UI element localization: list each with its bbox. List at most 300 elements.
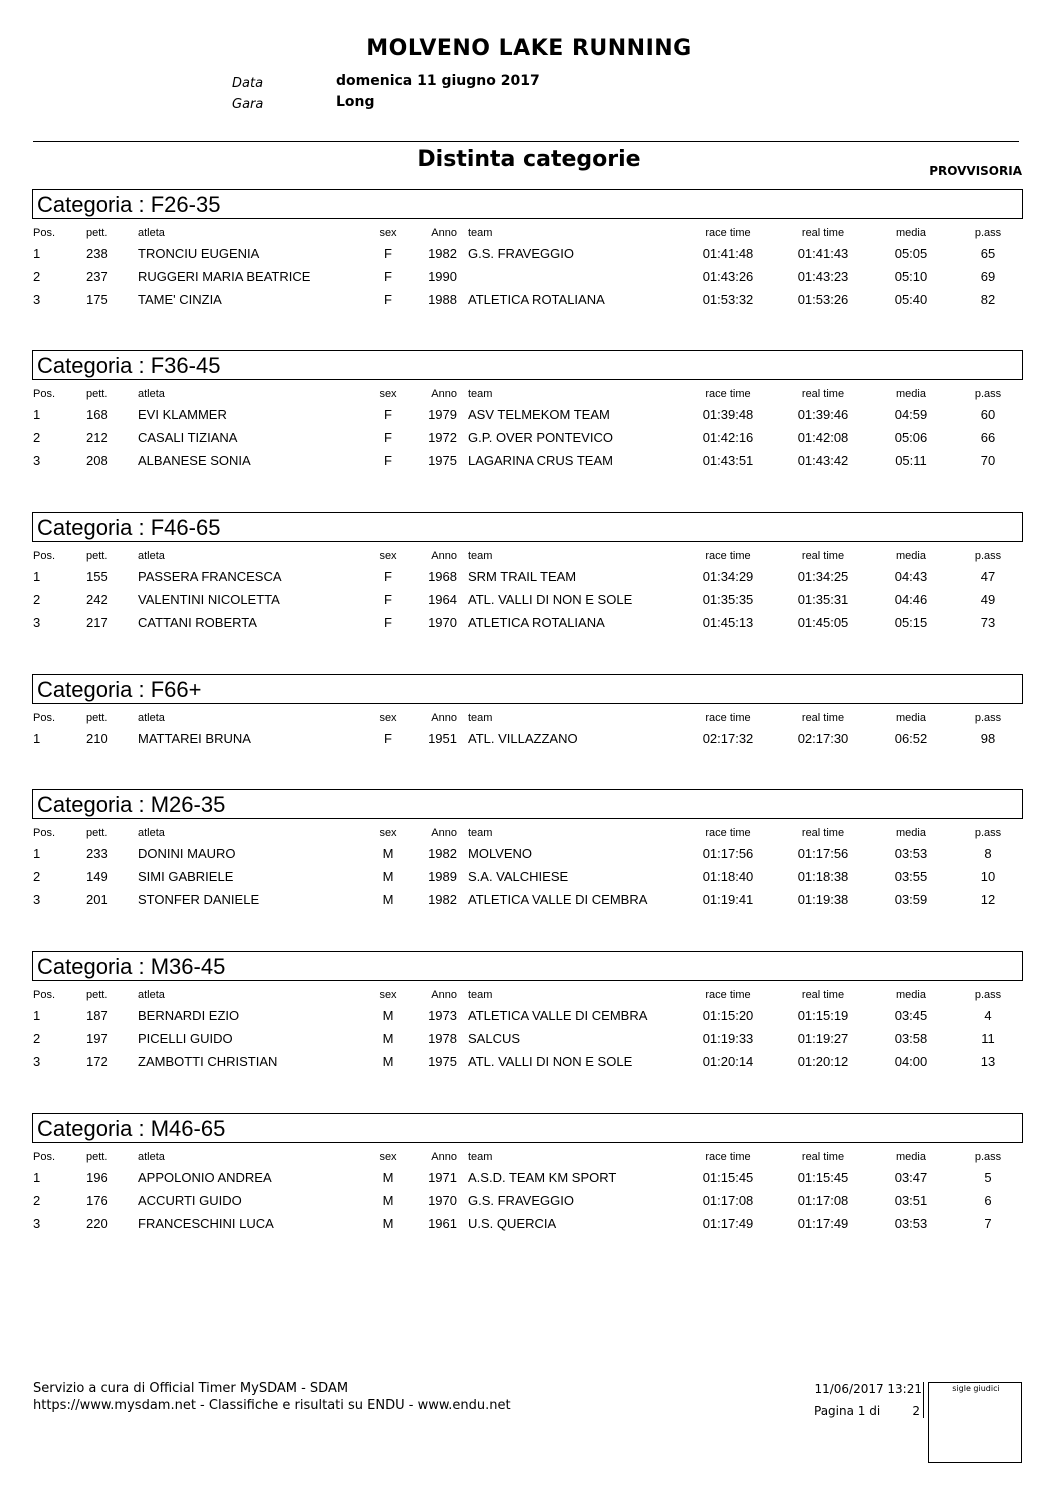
cell-sex: M <box>382 892 394 907</box>
cell-team: ATL. VILLAZZANO <box>468 731 578 746</box>
cell-atleta: ACCURTI GUIDO <box>138 1193 242 1208</box>
column-header-team: team <box>468 712 493 724</box>
cell-sex: F <box>384 615 392 630</box>
cell-pett: 187 <box>86 1008 108 1023</box>
cell-media: 05:15 <box>894 615 928 630</box>
column-header-atleta: atleta <box>138 388 165 400</box>
cell-media: 05:05 <box>894 246 928 261</box>
cell-media: 05:10 <box>894 269 928 284</box>
cell-atleta: ALBANESE SONIA <box>138 453 251 468</box>
column-header-race-time: race time <box>705 388 751 400</box>
cell-atleta: PICELLI GUIDO <box>138 1031 233 1046</box>
table-row <box>0 269 1058 289</box>
column-header-pass: p.ass <box>974 1151 1002 1163</box>
cell-pett: 220 <box>86 1216 108 1231</box>
cell-media: 04:46 <box>894 592 928 607</box>
cell-anno: 1971 <box>428 1170 457 1185</box>
column-header-pos: Pos. <box>33 1151 56 1163</box>
cell-race: 01:53:32 <box>702 292 754 307</box>
column-header-sex: sex <box>379 827 397 839</box>
footer-page-label: Pagina 1 di <box>814 1404 881 1418</box>
cell-atleta: FRANCESCHINI LUCA <box>138 1216 274 1231</box>
cell-anno: 1978 <box>428 1031 457 1046</box>
category-header <box>32 512 1023 542</box>
column-header-anno: Anno <box>431 388 457 400</box>
column-header-anno: Anno <box>431 1151 457 1163</box>
category-title: Categoria : F26-35 <box>37 192 221 217</box>
table-row <box>0 569 1058 589</box>
cell-team: MOLVENO <box>468 846 533 861</box>
signature-divider <box>923 1382 924 1418</box>
cell-pass: 69 <box>980 269 996 284</box>
cell-sex: M <box>382 1193 394 1208</box>
footer-links: https://www.mysdam.net - Classifiche e risultati su ENDU - www.endu.net <box>33 1398 511 1413</box>
cell-team: G.P. OVER PONTEVICO <box>468 430 613 445</box>
table-row <box>0 407 1058 427</box>
column-header-team: team <box>468 1151 493 1163</box>
column-header-atleta: atleta <box>138 712 165 724</box>
column-header-media: media <box>896 712 926 724</box>
column-header-team: team <box>468 227 493 239</box>
cell-team: ASV TELMEKOM TEAM <box>468 407 610 422</box>
table-row <box>0 731 1058 751</box>
cell-anno: 1951 <box>428 731 457 746</box>
cell-pass: 8 <box>984 846 992 861</box>
cell-race: 01:42:16 <box>702 430 754 445</box>
cell-atleta: CATTANI ROBERTA <box>138 615 257 630</box>
cell-sex: M <box>382 1054 394 1069</box>
category-header <box>32 189 1023 219</box>
cell-media: 05:40 <box>894 292 928 307</box>
cell-anno: 1973 <box>428 1008 457 1023</box>
column-header-race-time: race time <box>705 1151 751 1163</box>
cell-pett: 210 <box>86 731 108 746</box>
cell-sex: F <box>384 569 392 584</box>
cell-pos: 3 <box>33 453 41 468</box>
cell-team: SRM TRAIL TEAM <box>468 569 577 584</box>
cell-sex: F <box>384 453 392 468</box>
category-title: Categoria : M46-65 <box>37 1116 226 1141</box>
cell-atleta: EVI KLAMMER <box>138 407 227 422</box>
cell-race: 01:17:49 <box>702 1216 754 1231</box>
cell-sex: M <box>382 846 394 861</box>
cell-media: 04:43 <box>894 569 928 584</box>
cell-race: 01:18:40 <box>702 869 754 884</box>
cell-real: 01:15:19 <box>797 1008 849 1023</box>
cell-anno: 1982 <box>428 246 457 261</box>
column-header-pos: Pos. <box>33 388 56 400</box>
table-row <box>0 869 1058 889</box>
cell-pos: 1 <box>33 1008 41 1023</box>
table-header-row <box>0 712 1058 732</box>
column-header-team: team <box>468 550 493 562</box>
table-row <box>0 1216 1058 1236</box>
cell-media: 03:45 <box>894 1008 928 1023</box>
column-header-real-time: real time <box>801 989 845 1001</box>
cell-pos: 1 <box>33 846 41 861</box>
cell-team: ATLETICA ROTALIANA <box>468 292 605 307</box>
column-header-sex: sex <box>379 550 397 562</box>
column-header-atleta: atleta <box>138 227 165 239</box>
category-title: Categoria : F66+ <box>37 677 202 702</box>
cell-real: 01:17:08 <box>797 1193 849 1208</box>
cell-media: 04:00 <box>894 1054 928 1069</box>
column-header-team: team <box>468 388 493 400</box>
cell-race: 01:19:33 <box>702 1031 754 1046</box>
cell-team: LAGARINA CRUS TEAM <box>468 453 613 468</box>
cell-pos: 3 <box>33 1216 41 1231</box>
footer-service: Servizio a cura di Official Timer MySDAM - SDAM <box>33 1381 349 1396</box>
cell-anno: 1982 <box>428 892 457 907</box>
column-header-race-time: race time <box>705 550 751 562</box>
column-header-pett: pett. <box>86 712 108 724</box>
cell-pett: 176 <box>86 1193 108 1208</box>
race-value: Long <box>336 94 375 110</box>
column-header-media: media <box>896 1151 926 1163</box>
table-row <box>0 892 1058 912</box>
column-header-pass: p.ass <box>974 550 1002 562</box>
cell-pass: 5 <box>984 1170 992 1185</box>
cell-race: 01:41:48 <box>702 246 754 261</box>
cell-real: 01:17:49 <box>797 1216 849 1231</box>
cell-real: 01:20:12 <box>797 1054 849 1069</box>
table-row <box>0 1193 1058 1213</box>
column-header-pos: Pos. <box>33 550 56 562</box>
cell-atleta: RUGGERI MARIA BEATRICE <box>138 269 311 284</box>
cell-atleta: MATTAREI BRUNA <box>138 731 251 746</box>
column-header-media: media <box>896 989 926 1001</box>
category-title: Categoria : M36-45 <box>37 954 226 979</box>
cell-anno: 1975 <box>428 1054 457 1069</box>
column-header-pett: pett. <box>86 1151 108 1163</box>
cell-race: 01:39:48 <box>702 407 754 422</box>
cell-pos: 1 <box>33 246 41 261</box>
column-header-race-time: race time <box>705 712 751 724</box>
category-title: Categoria : F46-65 <box>37 515 221 540</box>
cell-atleta: DONINI MAURO <box>138 846 236 861</box>
column-header-pos: Pos. <box>33 827 56 839</box>
cell-pett: 233 <box>86 846 108 861</box>
cell-race: 01:15:45 <box>702 1170 754 1185</box>
cell-anno: 1968 <box>428 569 457 584</box>
cell-anno: 1970 <box>428 1193 457 1208</box>
cell-sex: F <box>384 407 392 422</box>
column-header-pass: p.ass <box>974 712 1002 724</box>
cell-team: ATL. VALLI DI NON E SOLE <box>468 1054 633 1069</box>
cell-anno: 1982 <box>428 846 457 861</box>
cell-team: S.A. VALCHIESE <box>468 869 569 884</box>
cell-pos: 2 <box>33 592 41 607</box>
cell-real: 01:42:08 <box>797 430 849 445</box>
column-header-atleta: atleta <box>138 827 165 839</box>
column-header-pass: p.ass <box>974 227 1002 239</box>
table-header-row <box>0 827 1058 847</box>
column-header-real-time: real time <box>801 227 845 239</box>
cell-pett: 149 <box>86 869 108 884</box>
cell-media: 03:58 <box>894 1031 928 1046</box>
cell-race: 01:45:13 <box>702 615 754 630</box>
column-header-pass: p.ass <box>974 827 1002 839</box>
table-row <box>0 1031 1058 1051</box>
column-header-media: media <box>896 550 926 562</box>
cell-race: 01:15:20 <box>702 1008 754 1023</box>
cell-real: 01:45:05 <box>797 615 849 630</box>
cell-pos: 2 <box>33 269 41 284</box>
category-header <box>32 951 1023 981</box>
table-row <box>0 592 1058 612</box>
cell-pos: 2 <box>33 430 41 445</box>
cell-atleta: SIMI GABRIELE <box>138 869 234 884</box>
date-value: domenica 11 giugno 2017 <box>336 73 540 89</box>
cell-race: 01:20:14 <box>702 1054 754 1069</box>
cell-sex: M <box>382 1031 394 1046</box>
category-header <box>32 1113 1023 1143</box>
cell-pass: 66 <box>980 430 996 445</box>
cell-team: SALCUS <box>468 1031 521 1046</box>
race-label: Gara <box>232 97 264 112</box>
cell-atleta: VALENTINI NICOLETTA <box>138 592 280 607</box>
column-header-team: team <box>468 827 493 839</box>
cell-pass: 70 <box>980 453 996 468</box>
cell-pett: 197 <box>86 1031 108 1046</box>
cell-media: 03:53 <box>894 1216 928 1231</box>
cell-media: 05:06 <box>894 430 928 445</box>
column-header-team: team <box>468 989 493 1001</box>
category-title: Categoria : F36-45 <box>37 353 221 378</box>
cell-real: 01:19:27 <box>797 1031 849 1046</box>
column-header-sex: sex <box>379 388 397 400</box>
column-header-anno: Anno <box>431 550 457 562</box>
cell-media: 03:51 <box>894 1193 928 1208</box>
table-header-row <box>0 1151 1058 1171</box>
cell-pass: 98 <box>980 731 996 746</box>
cell-pett: 242 <box>86 592 108 607</box>
table-row <box>0 1170 1058 1190</box>
cell-pos: 3 <box>33 615 41 630</box>
column-header-anno: Anno <box>431 827 457 839</box>
cell-race: 02:17:32 <box>702 731 754 746</box>
column-header-sex: sex <box>379 989 397 1001</box>
cell-pass: 49 <box>980 592 996 607</box>
category-header <box>32 350 1023 380</box>
table-header-row <box>0 550 1058 570</box>
cell-anno: 1964 <box>428 592 457 607</box>
cell-anno: 1972 <box>428 430 457 445</box>
cell-real: 01:19:38 <box>797 892 849 907</box>
column-header-atleta: atleta <box>138 1151 165 1163</box>
cell-team: U.S. QUERCIA <box>468 1216 557 1231</box>
column-header-pett: pett. <box>86 827 108 839</box>
cell-anno: 1961 <box>428 1216 457 1231</box>
cell-pett: 168 <box>86 407 108 422</box>
cell-pass: 4 <box>984 1008 992 1023</box>
column-header-pett: pett. <box>86 989 108 1001</box>
cell-pos: 3 <box>33 892 41 907</box>
cell-atleta: APPOLONIO ANDREA <box>138 1170 272 1185</box>
cell-race: 01:17:08 <box>702 1193 754 1208</box>
cell-media: 03:55 <box>894 869 928 884</box>
cell-pett: 155 <box>86 569 108 584</box>
cell-race: 01:43:51 <box>702 453 754 468</box>
cell-pos: 3 <box>33 292 41 307</box>
column-header-pos: Pos. <box>33 712 56 724</box>
cell-pett: 237 <box>86 269 108 284</box>
cell-pos: 1 <box>33 731 41 746</box>
cell-pos: 3 <box>33 1054 41 1069</box>
report-title: MOLVENO LAKE RUNNING <box>366 36 692 61</box>
cell-team: A.S.D. TEAM KM SPORT <box>468 1170 617 1185</box>
cell-real: 02:17:30 <box>797 731 849 746</box>
column-header-media: media <box>896 227 926 239</box>
cell-atleta: STONFER DANIELE <box>138 892 260 907</box>
column-header-pett: pett. <box>86 388 108 400</box>
cell-pos: 1 <box>33 1170 41 1185</box>
cell-media: 05:11 <box>895 453 927 468</box>
cell-pett: 238 <box>86 246 108 261</box>
column-header-anno: Anno <box>431 712 457 724</box>
cell-pett: 208 <box>86 453 108 468</box>
cell-race: 01:34:29 <box>702 569 754 584</box>
cell-real: 01:18:38 <box>797 869 849 884</box>
column-header-real-time: real time <box>801 827 845 839</box>
cell-real: 01:39:46 <box>797 407 849 422</box>
cell-real: 01:17:56 <box>797 846 849 861</box>
column-header-race-time: race time <box>705 827 751 839</box>
cell-sex: F <box>384 430 392 445</box>
signature-box <box>928 1382 1022 1463</box>
column-header-pos: Pos. <box>33 227 56 239</box>
table-row <box>0 430 1058 450</box>
cell-pett: 217 <box>86 615 108 630</box>
cell-atleta: PASSERA FRANCESCA <box>138 569 282 584</box>
column-header-real-time: real time <box>801 388 845 400</box>
cell-team: ATLETICA VALLE DI CEMBRA <box>468 1008 648 1023</box>
table-row <box>0 1054 1058 1074</box>
cell-sex: M <box>382 869 394 884</box>
table-row <box>0 615 1058 635</box>
cell-pos: 2 <box>33 869 41 884</box>
cell-pass: 73 <box>980 615 996 630</box>
cell-real: 01:35:31 <box>797 592 849 607</box>
cell-pos: 2 <box>33 1193 41 1208</box>
cell-anno: 1988 <box>428 292 457 307</box>
cell-media: 03:53 <box>894 846 928 861</box>
column-header-anno: Anno <box>431 227 457 239</box>
table-row <box>0 292 1058 312</box>
footer-timestamp: 11/06/2017 13:21 <box>814 1382 922 1396</box>
cell-team: ATLETICA ROTALIANA <box>468 615 605 630</box>
cell-pett: 172 <box>86 1054 108 1069</box>
cell-pett: 196 <box>86 1170 108 1185</box>
header-rule <box>33 141 1019 142</box>
column-header-media: media <box>896 827 926 839</box>
cell-anno: 1979 <box>428 407 457 422</box>
cell-media: 04:59 <box>894 407 928 422</box>
cell-pass: 60 <box>980 407 996 422</box>
cell-race: 01:35:35 <box>702 592 754 607</box>
cell-race: 01:19:41 <box>702 892 754 907</box>
cell-pass: 47 <box>980 569 996 584</box>
cell-team: G.S. FRAVEGGIO <box>468 246 574 261</box>
cell-sex: F <box>384 292 392 307</box>
column-header-race-time: race time <box>705 989 751 1001</box>
table-row <box>0 246 1058 266</box>
cell-atleta: TAME' CINZIA <box>138 292 222 307</box>
cell-media: 06:52 <box>894 731 928 746</box>
column-header-real-time: real time <box>801 1151 845 1163</box>
cell-real: 01:43:23 <box>797 269 849 284</box>
table-row <box>0 1008 1058 1028</box>
cell-anno: 1970 <box>428 615 457 630</box>
column-header-real-time: real time <box>801 550 845 562</box>
cell-media: 03:47 <box>894 1170 928 1185</box>
cell-pass: 7 <box>984 1216 992 1231</box>
cell-real: 01:43:42 <box>797 453 849 468</box>
table-row <box>0 846 1058 866</box>
column-header-atleta: atleta <box>138 550 165 562</box>
cell-anno: 1990 <box>428 269 457 284</box>
column-header-pett: pett. <box>86 550 108 562</box>
cell-pett: 201 <box>86 892 108 907</box>
cell-team: ATLETICA VALLE DI CEMBRA <box>468 892 648 907</box>
footer-page-total: 2 <box>912 1404 920 1418</box>
cell-sex: F <box>384 592 392 607</box>
cell-pett: 212 <box>86 430 108 445</box>
column-header-anno: Anno <box>431 989 457 1001</box>
cell-pass: 11 <box>981 1031 995 1046</box>
cell-pass: 65 <box>980 246 996 261</box>
cell-sex: M <box>382 1008 394 1023</box>
cell-race: 01:17:56 <box>702 846 754 861</box>
cell-pos: 1 <box>33 407 41 422</box>
cell-pos: 1 <box>33 569 41 584</box>
status-label: PROVVISORIA <box>929 164 1022 178</box>
cell-anno: 1989 <box>428 869 457 884</box>
cell-media: 03:59 <box>894 892 928 907</box>
cell-pos: 2 <box>33 1031 41 1046</box>
cell-sex: F <box>384 269 392 284</box>
cell-atleta: TRONCIU EUGENIA <box>138 246 260 261</box>
signature-label: sigle giudici <box>952 1384 1000 1393</box>
cell-sex: F <box>384 246 392 261</box>
cell-pass: 10 <box>980 869 996 884</box>
column-header-sex: sex <box>379 712 397 724</box>
column-header-sex: sex <box>379 227 397 239</box>
cell-pass: 82 <box>980 292 996 307</box>
column-header-pass: p.ass <box>974 388 1002 400</box>
cell-team: ATL. VALLI DI NON E SOLE <box>468 592 633 607</box>
date-label: Data <box>232 76 264 91</box>
category-header <box>32 674 1023 704</box>
cell-pett: 175 <box>86 292 108 307</box>
column-header-sex: sex <box>379 1151 397 1163</box>
column-header-race-time: race time <box>705 227 751 239</box>
column-header-pett: pett. <box>86 227 108 239</box>
table-row <box>0 453 1058 473</box>
cell-team: G.S. FRAVEGGIO <box>468 1193 574 1208</box>
table-header-row <box>0 388 1058 408</box>
category-header <box>32 789 1023 819</box>
category-title: Categoria : M26-35 <box>37 792 226 817</box>
column-header-media: media <box>896 388 926 400</box>
column-header-pos: Pos. <box>33 989 56 1001</box>
cell-real: 01:15:45 <box>797 1170 849 1185</box>
cell-sex: M <box>382 1170 394 1185</box>
cell-atleta: ZAMBOTTI CHRISTIAN <box>138 1054 278 1069</box>
cell-atleta: CASALI TIZIANA <box>138 430 238 445</box>
column-header-real-time: real time <box>801 712 845 724</box>
section-subtitle: Distinta categorie <box>417 147 641 172</box>
